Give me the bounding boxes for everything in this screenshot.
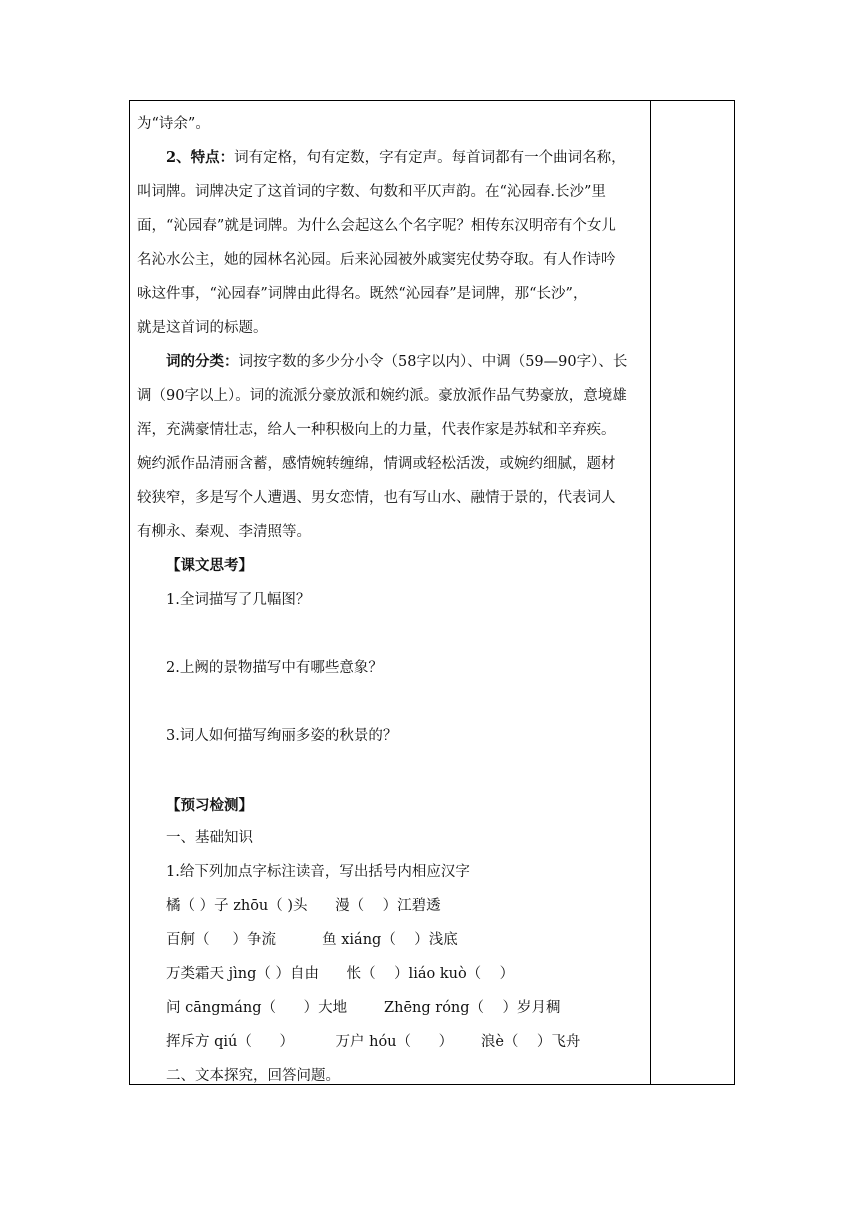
- intro-line: 为“诗余”。: [137, 116, 210, 132]
- table-column-divider: [650, 100, 651, 1085]
- preview-section-1: 一、基础知识: [166, 830, 253, 846]
- preview-section-2: 二、文本探究，回答问题。: [166, 1068, 340, 1084]
- features-text: 词有定格，句有定数，字有定声。每首词都有一个曲词名称，: [234, 150, 626, 166]
- classification-line-3: 浑，充满豪情壮志，给人一种积极向上的力量，代表作家是苏轼和辛弃疾。: [137, 422, 616, 438]
- classification-heading: 词的分类：: [166, 353, 239, 370]
- features-line-6: 就是这首词的标题。: [137, 320, 268, 336]
- preview-row-3: 万类霜天 jìng（ ）自由 怅（ ）liáo kuò（ ）: [166, 966, 515, 982]
- preview-row-4: 问 cāngmáng（ ）大地 Zhēng róng（ ）岁月稠: [166, 1000, 561, 1016]
- classification-line-1: [137, 352, 627, 372]
- features-line-4: 名沁水公主，她的园林名沁园。后来沁园被外戚窦宪仗势夺取。有人作诗吟: [137, 252, 616, 268]
- preview-heading: 【预习检测】: [166, 797, 253, 814]
- preview-row-2: 百舸（ ）争流 鱼 xiáng（ ）浅底: [166, 932, 458, 948]
- features-line-3: 面，“沁园春”就是词牌。为什么会起这么个名字呢？相传东汉明帝有个女儿: [137, 218, 616, 234]
- preview-task-1: 1.给下列加点字标注读音，写出括号内相应汉字: [166, 864, 470, 880]
- reflection-heading: 【课文思考】: [166, 557, 253, 574]
- features-line-5: 咏这件事，“沁园春”词牌由此得名。既然“沁园春”是词牌，那“长沙”，: [137, 286, 588, 302]
- classification-line-6: 有柳永、秦观、李清照等。: [137, 524, 311, 540]
- reflection-question-1: 1.全词描写了几幅图？: [166, 592, 311, 608]
- classification-line-2: 调（90字以上）。词的流派分豪放派和婉约派。豪放派作品气势豪放，意境雄: [137, 388, 627, 404]
- features-line-2: 叫词牌。词牌决定了这首词的字数、句数和平仄声韵。在“沁园春.长沙”里: [137, 184, 606, 200]
- features-heading: 2、特点：: [166, 149, 235, 166]
- preview-row-1: 橘（ ）子 zhōu（ )头 漫（ ）江碧透: [166, 898, 441, 914]
- preview-row-5: 挥斥方 qiú（ ） 万户 hóu（ ） 浪è（ ）飞舟: [166, 1034, 581, 1050]
- reflection-question-3: 3.词人如何描写绚丽多姿的秋景的？: [166, 728, 398, 744]
- classification-line-5: 较狭窄，多是写个人遭遇、男女恋情，也有写山水、融情于景的，代表词人: [137, 490, 616, 506]
- classification-text: 词按字数的多少分小令（58字以内）、中调（59—90字）、长: [238, 354, 628, 370]
- classification-line-4: 婉约派作品清丽含蓄，感情婉转缠绵，情调或轻松活泼，或婉约细腻，题材: [137, 456, 616, 472]
- reflection-question-2: 2.上阙的景物描写中有哪些意象？: [166, 660, 383, 676]
- features-line-1: [137, 148, 626, 168]
